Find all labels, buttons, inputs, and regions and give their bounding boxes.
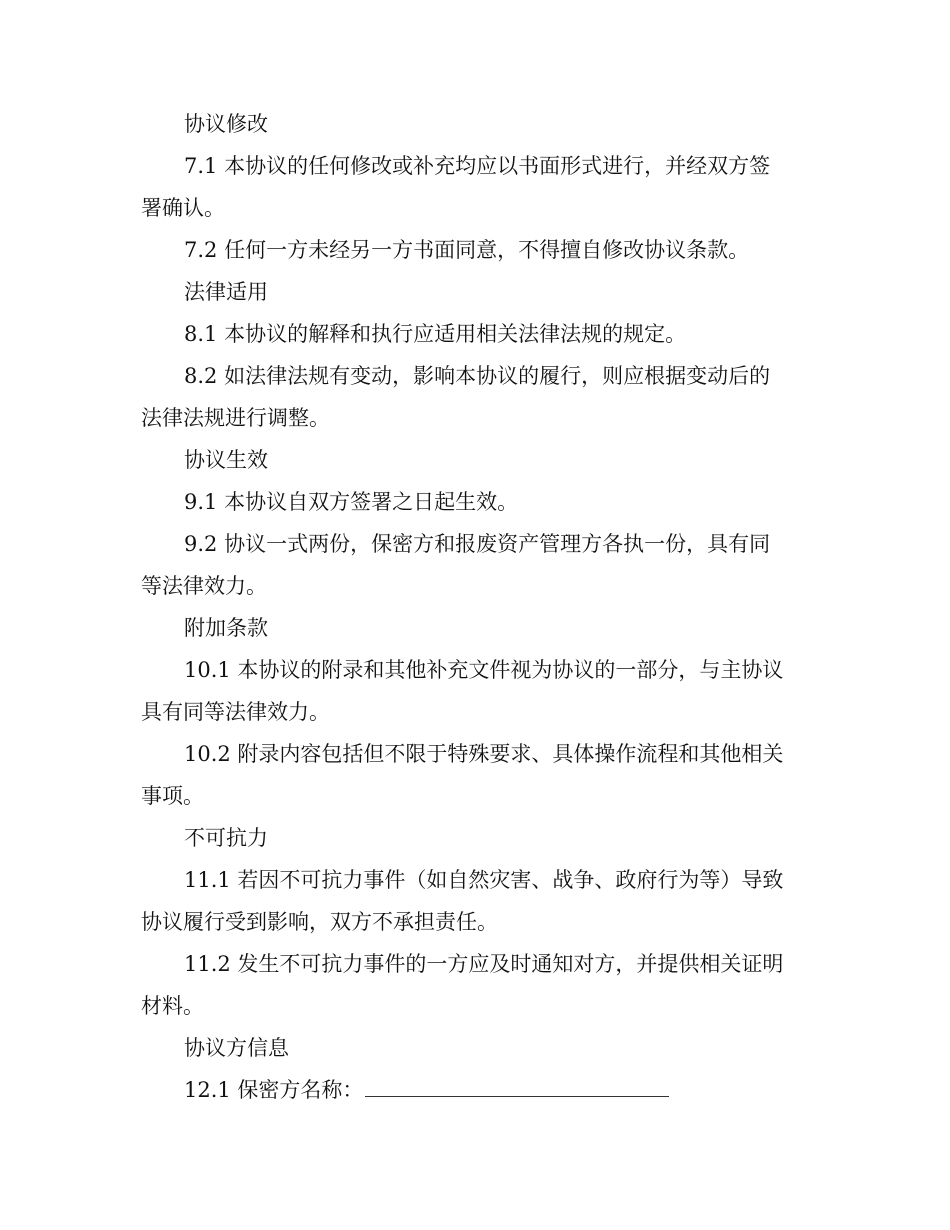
line-text: 等法律效力。 xyxy=(141,574,267,598)
line-text: 11.2 发生不可抗力事件的一方应及时通知对方，并提供相关证明 xyxy=(184,952,784,976)
line-text: 法律适用 xyxy=(184,280,268,304)
line-text: 协议方信息 xyxy=(184,1036,289,1060)
document-line xyxy=(141,733,806,775)
document-line xyxy=(141,691,806,733)
line-text: 协议履行受到影响，双方不承担责任。 xyxy=(141,910,498,934)
line-text: 法律法规进行调整。 xyxy=(141,406,330,430)
document-line xyxy=(141,859,806,901)
document-line xyxy=(141,523,806,565)
document-line xyxy=(141,901,806,943)
document-line xyxy=(141,229,806,271)
document-line xyxy=(141,271,806,313)
document-line xyxy=(141,565,806,607)
document-line xyxy=(141,985,806,1027)
line-text: 协议生效 xyxy=(184,448,268,472)
document-line xyxy=(141,817,806,859)
document-line xyxy=(141,313,806,355)
document-line xyxy=(141,649,806,691)
line-text: 协议修改 xyxy=(184,112,268,136)
line-text: 10.1 本协议的附录和其他补充文件视为协议的一部分，与主协议 xyxy=(184,658,784,682)
document-line xyxy=(141,103,806,145)
document-line xyxy=(141,145,806,187)
document-line xyxy=(141,439,806,481)
line-text: 7.2 任何一方未经另一方书面同意，不得擅自修改协议条款。 xyxy=(184,238,750,262)
document-line xyxy=(141,187,806,229)
line-text: 7.1 本协议的任何修改或补充均应以书面形式进行，并经双方签 xyxy=(184,154,771,178)
document-line xyxy=(141,1069,806,1111)
line-text: 10.2 附录内容包括但不限于特殊要求、具体操作流程和其他相关 xyxy=(184,742,784,766)
line-text: 9.2 协议一式两份，保密方和报废资产管理方各执一份，具有同 xyxy=(184,532,771,556)
line-text: 8.2 如法律法规有变动，影响本协议的履行，则应根据变动后的 xyxy=(184,364,771,388)
document-line xyxy=(141,1027,806,1069)
document-line xyxy=(141,607,806,649)
line-text: 11.1 若因不可抗力事件（如自然灾害、战争、政府行为等）导致 xyxy=(184,868,784,892)
line-text: 材料。 xyxy=(141,994,204,1018)
document-body xyxy=(141,103,806,1111)
line-text: 12.1 保密方名称： xyxy=(184,1078,364,1102)
document-line xyxy=(141,775,806,817)
line-text: 附加条款 xyxy=(184,616,268,640)
line-text: 8.1 本协议的解释和执行应适用相关法律法规的规定。 xyxy=(184,322,687,346)
line-text: 不可抗力 xyxy=(184,826,268,850)
line-text: 事项。 xyxy=(141,784,204,808)
line-text: 署确认。 xyxy=(141,196,225,220)
fill-in-blank xyxy=(365,1074,669,1097)
document-line xyxy=(141,481,806,523)
document-line xyxy=(141,355,806,397)
document-line xyxy=(141,397,806,439)
document-line xyxy=(141,943,806,985)
line-text: 具有同等法律效力。 xyxy=(141,700,330,724)
line-text: 9.1 本协议自双方签署之日起生效。 xyxy=(184,490,519,514)
